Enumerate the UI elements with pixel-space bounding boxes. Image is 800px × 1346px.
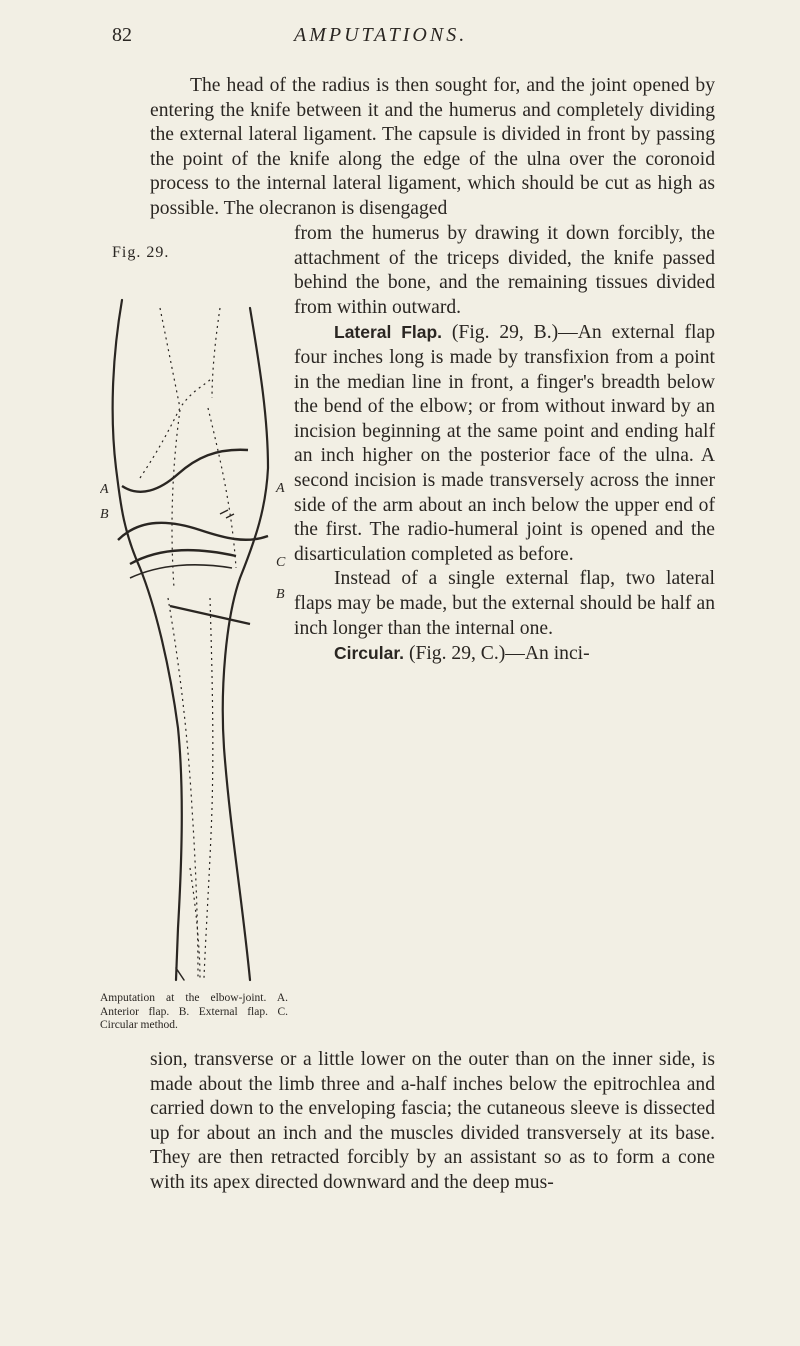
figure-caption: Amputation at the elbow-joint. A. Anterior flap. B. External flap. C. Circular method. — [100, 992, 288, 1031]
lateral-flap-text: (Fig. 29, B.)—An external flap four inches long is made by transfixion from a point in the median line in front, a finger's breadth below the bend of the elbow; or from without inward by an incision beginning at the same point and ending half an inch higher on the posterior face of the ulna. A second incision is made transversely across the inner side of the arm about an inch below the upper end of the first. The radio-humeral joint is opened and the disarticulation completed as before. — [294, 322, 715, 565]
circular-incision-line — [170, 606, 250, 624]
right-column-text — [294, 222, 715, 667]
incision-dotted-upper — [140, 378, 212, 478]
paragraph-joint-opening — [150, 74, 715, 222]
paragraph-lateral-flap — [294, 320, 715, 567]
letter-a-left: A — [100, 482, 109, 497]
paragraph-circular-continued: sion, transverse or a little lower on the outer than on the inner side, is made about the limb three and a-half inches below the epitrochlea and carried down to the enveloping fascia; the cutaneous sleeve is dissected up for about an inch and the muscles divided transversely at its base. They are then retracted forcibly by an assistant so as to form a cone with its apex directed downward and the deep mus- — [150, 1049, 715, 1193]
paragraph-two-lateral-flaps: Instead of a single external flap, two lateral flaps may be made, but the external should be half an inch longer than the internal one. — [294, 568, 715, 639]
letter-b-left: B — [100, 507, 109, 522]
bone-dotted-left — [168, 598, 198, 978]
letter-a-right: A — [276, 481, 285, 496]
paragraph-joint-opening-text: The head of the radius is then sought for, and the joint opened by entering the knife between it and the humerus and completely dividing the external lateral ligament. The capsule is divided in front by passing the point of the knife along the edge of the ulna over the coronoid process to the internal lateral ligament, which should be cut as high as possible. The olecranon is disengaged — [150, 75, 715, 219]
heading-lateral-flap: Lateral Flap. — [334, 322, 443, 343]
circular-text: (Fig. 29, C.)—An inci- — [404, 643, 590, 665]
arm-outline-left — [113, 300, 182, 980]
bone-dotted-right — [204, 598, 213, 978]
external-flap-curve — [118, 523, 268, 540]
paragraph-circular — [294, 641, 715, 667]
heading-circular: Circular. — [334, 643, 405, 664]
letter-c-right: C — [276, 555, 286, 570]
page-number: 82 — [112, 24, 132, 46]
paragraph-olecranon-continuation: from the humerus by drawing it down forcibly, the attachment of the triceps divided, the knife passed behind the bone, and the remaining tissues divided from within outward. — [294, 223, 715, 318]
elbow-amputation-figure — [100, 268, 295, 988]
letter-b-right: B — [276, 587, 285, 602]
running-title: AMPUTATIONS. — [294, 24, 468, 46]
anterior-flap-curve — [122, 450, 248, 492]
arm-outline-right — [223, 308, 268, 980]
figure-label: Fig. 29. — [112, 244, 170, 261]
